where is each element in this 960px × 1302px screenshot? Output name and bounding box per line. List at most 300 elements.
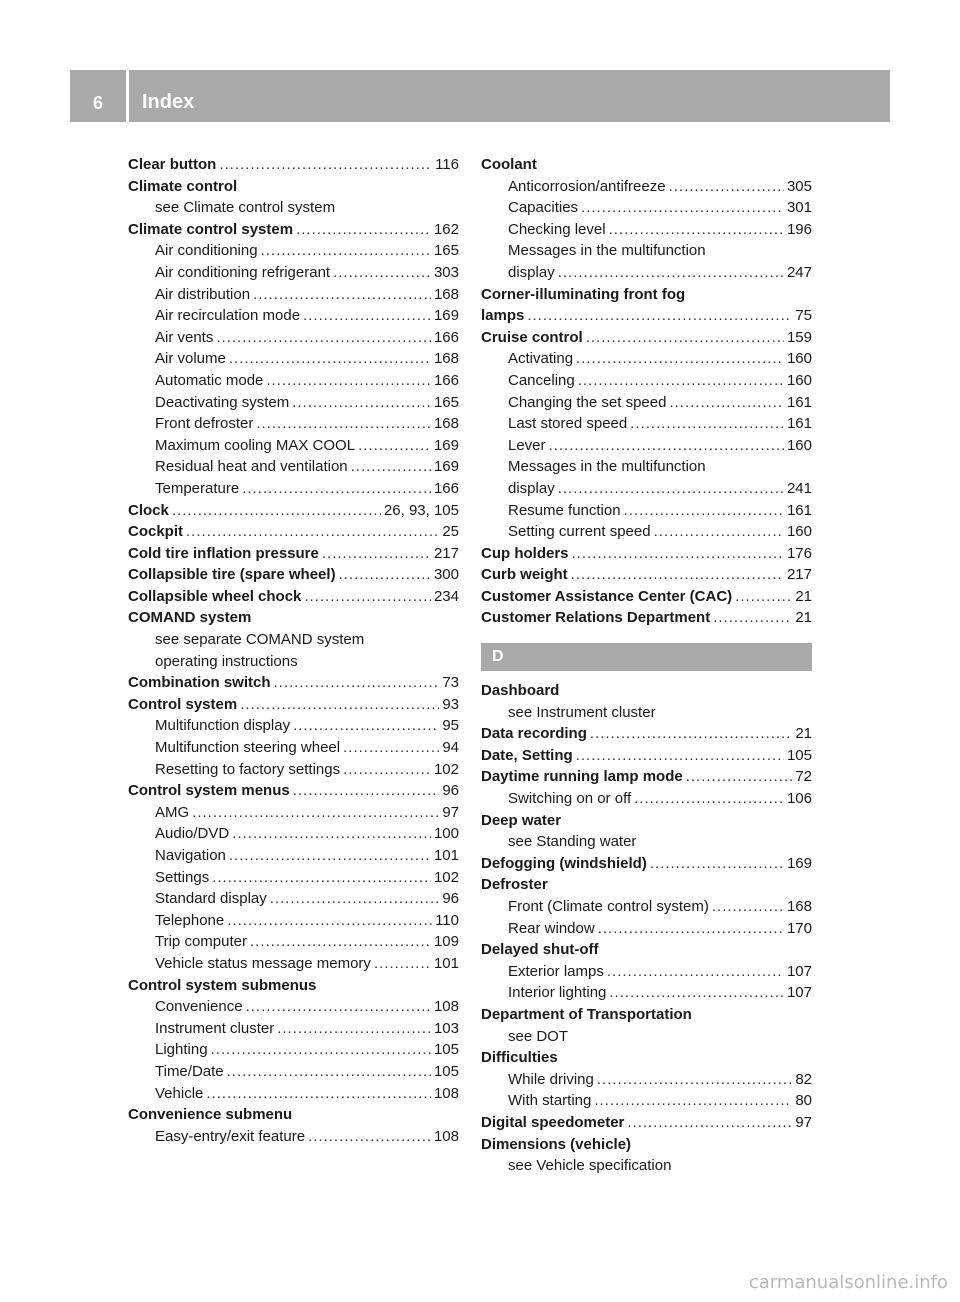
page-reference[interactable]: 300 [433, 566, 459, 584]
entry-term: Defogging (windshield) [481, 854, 647, 872]
dot-leader [266, 370, 431, 392]
entry-term: Front defroster [155, 415, 254, 433]
index-subentry [128, 327, 459, 349]
page-reference[interactable]: 303 [433, 263, 459, 281]
dot-leader [686, 766, 793, 788]
page-reference[interactable]: 169 [433, 458, 459, 476]
index-subentry [128, 845, 459, 867]
dot-leader [650, 853, 784, 875]
page-number: 6 [92, 93, 103, 113]
page-reference[interactable]: 241 [786, 479, 812, 497]
index-subentry [481, 262, 812, 284]
index-subentry [128, 348, 459, 370]
dot-leader [590, 723, 792, 745]
index-subentry [128, 910, 459, 932]
page-reference[interactable]: 95 [442, 717, 459, 735]
index-subentry [128, 802, 459, 824]
page-reference[interactable]: 97 [442, 803, 459, 821]
index-entry [481, 154, 812, 176]
dot-leader [572, 543, 784, 565]
entry-term: Multifunction display [155, 717, 291, 735]
entry-term: Automatic mode [155, 371, 264, 389]
page-reference[interactable]: 75 [795, 307, 812, 325]
dot-leader [172, 500, 381, 522]
index-subentry [128, 1126, 459, 1148]
dot-leader [322, 543, 431, 565]
index-entry [481, 1047, 812, 1069]
index-entry [481, 305, 812, 327]
entry-term: Deep water [481, 811, 562, 829]
entry-term: AMG [155, 803, 190, 821]
dot-leader [597, 1069, 792, 1091]
index-subentry [128, 370, 459, 392]
dot-leader [270, 888, 440, 910]
entry-term: Date, Setting [481, 746, 573, 764]
dot-leader [242, 478, 431, 500]
index-entry [481, 564, 812, 586]
dot-leader [216, 327, 431, 349]
entry-term: Air volume [155, 350, 226, 368]
page-reference[interactable]: 196 [786, 220, 812, 238]
page-reference[interactable]: 160 [786, 523, 812, 541]
dot-leader [343, 759, 431, 781]
dot-leader [712, 896, 784, 918]
index-entry [481, 853, 812, 875]
index-subentry [481, 240, 812, 262]
dot-leader [227, 1061, 431, 1083]
entry-term: Resume function [508, 501, 621, 519]
page-reference[interactable]: 100 [433, 825, 459, 843]
page-reference[interactable]: 305 [786, 177, 812, 195]
entry-term: see separate COMAND system [155, 631, 365, 649]
page-reference[interactable]: 217 [786, 566, 812, 584]
page-reference[interactable]: 217 [433, 544, 459, 562]
page-reference[interactable]: 162 [433, 220, 459, 238]
page-reference[interactable]: 161 [786, 415, 812, 433]
dot-leader [256, 413, 431, 435]
page-reference[interactable]: 234 [433, 587, 459, 605]
entry-term: Customer Relations Department [481, 609, 711, 627]
index-subentry [128, 953, 459, 975]
page-reference[interactable]: 108 [433, 998, 459, 1016]
page-reference[interactable]: 166 [433, 371, 459, 389]
dot-leader [293, 780, 440, 802]
dot-leader [598, 918, 784, 940]
index-subentry [481, 348, 812, 370]
dot-leader [253, 284, 431, 306]
index-subentry [128, 888, 459, 910]
entry-term: Residual heat and ventilation [155, 458, 348, 476]
dot-leader [627, 1112, 792, 1134]
page-reference[interactable]: 108 [433, 1084, 459, 1102]
page-reference[interactable]: 160 [786, 436, 812, 454]
entry-term: Telephone [155, 911, 225, 929]
entry-term: Navigation [155, 847, 226, 864]
entry-term: Cold tire inflation pressure [128, 544, 319, 562]
page-reference[interactable]: 176 [786, 544, 812, 562]
index-subentry [481, 1090, 812, 1112]
dot-leader [229, 845, 431, 867]
entry-term: Digital speedometer [481, 1113, 625, 1131]
entry-term: Data recording [481, 725, 587, 743]
index-entry [481, 723, 812, 745]
entry-term: Control system submenus [128, 976, 317, 994]
index-entry [481, 1134, 812, 1156]
index-subentry [481, 197, 812, 219]
entry-term: lamps [481, 307, 525, 325]
entry-term: Trip computer [155, 933, 247, 951]
index-subentry [481, 961, 812, 983]
page-reference[interactable]: 105 [786, 746, 812, 764]
index-subentry [481, 918, 812, 940]
entry-term: Resetting to factory settings [155, 760, 341, 778]
entry-term: Cup holders [481, 544, 569, 562]
entry-term: Changing the set speed [508, 393, 667, 411]
page-reference[interactable]: 169 [786, 854, 812, 872]
index-entry [481, 586, 812, 608]
entry-term: Audio/DVD [155, 825, 230, 843]
dot-leader [654, 521, 784, 543]
page-reference[interactable]: 168 [786, 898, 812, 915]
entry-term: Interior lighting [508, 984, 607, 1002]
index-entry [128, 586, 459, 608]
page-reference[interactable]: 94 [442, 739, 459, 757]
entry-term: Maximum cooling MAX COOL [155, 436, 356, 454]
entry-term: operating instructions [155, 652, 298, 670]
index-column-right [481, 154, 812, 1177]
entry-term: Time/Date [155, 1062, 224, 1080]
dot-leader [206, 1083, 431, 1105]
page-reference[interactable]: 168 [433, 350, 459, 368]
index-subentry [128, 262, 459, 284]
page-reference[interactable]: 21 [795, 587, 812, 605]
index-entry [128, 607, 459, 629]
entry-term: Air vents [155, 328, 214, 346]
index-entry [481, 874, 812, 896]
index-subentry [128, 305, 459, 327]
index-subentry [128, 1018, 459, 1040]
entry-term: Cockpit [128, 523, 184, 541]
index-entry [128, 564, 459, 586]
page-reference[interactable]: 161 [786, 501, 812, 519]
entry-term: Capacities [508, 199, 579, 217]
index-subentry [128, 867, 459, 889]
entry-term: Control system [128, 695, 238, 713]
dot-leader [624, 500, 784, 522]
index-entry [481, 543, 812, 565]
entry-term: Convenience submenu [128, 1106, 293, 1124]
dot-leader [609, 982, 784, 1004]
index-entry [128, 176, 459, 198]
page-reference[interactable]: 93 [442, 695, 459, 713]
entry-term: see Climate control system [155, 199, 336, 217]
entry-term: Curb weight [481, 566, 568, 584]
page-reference[interactable]: 110 [435, 911, 459, 929]
index-entry [128, 543, 459, 565]
page-reference[interactable]: 26, 93, 105 [383, 501, 459, 519]
index-entry [128, 500, 459, 522]
dot-leader [713, 607, 792, 629]
dot-leader [527, 305, 792, 327]
page-reference[interactable]: 116 [435, 156, 459, 173]
entry-term: Lighting [155, 1041, 208, 1059]
index-subentry [481, 1069, 812, 1091]
page-reference[interactable]: 82 [795, 1070, 812, 1088]
entry-term: display [508, 479, 555, 497]
index-subentry [481, 896, 812, 918]
dot-leader [571, 564, 784, 586]
page-reference[interactable]: 165 [433, 242, 459, 260]
dot-leader [576, 745, 784, 767]
index-subentry [128, 1039, 459, 1061]
entry-term: Anticorrosion/antifreeze [508, 177, 666, 195]
index-column-left [128, 154, 459, 1147]
index-subentry [481, 456, 812, 478]
index-subentry [128, 413, 459, 435]
index-subentry [481, 982, 812, 1004]
entry-term: Collapsible wheel chock [128, 587, 302, 605]
dot-leader [308, 1126, 431, 1148]
page-reference[interactable]: 96 [442, 890, 459, 908]
index-subentry [128, 715, 459, 737]
page-reference[interactable]: 161 [786, 393, 812, 411]
entry-term: see Instrument cluster [508, 703, 656, 721]
page-reference[interactable]: 169 [433, 436, 459, 454]
entry-term: Exterior lamps [508, 962, 604, 980]
page-reference[interactable]: 25 [442, 523, 459, 541]
page-reference[interactable]: 101 [433, 954, 459, 972]
entry-term: Defroster [481, 876, 548, 894]
page-reference[interactable]: 108 [433, 1127, 459, 1145]
entry-term: Last stored speed [508, 415, 628, 433]
index-entry [481, 939, 812, 961]
index-subentry [128, 931, 459, 953]
page-reference[interactable]: 21 [795, 725, 812, 743]
page-reference[interactable]: 107 [786, 984, 812, 1002]
entry-term: Vehicle status message memory [155, 954, 371, 972]
dot-leader [274, 672, 440, 694]
dot-leader [240, 694, 439, 716]
index-entry [128, 672, 459, 694]
entry-term: Climate control system [128, 220, 294, 238]
entry-term: With starting [508, 1092, 592, 1110]
header-divider [126, 70, 129, 122]
index-entry [128, 521, 459, 543]
entry-term: Checking level [508, 220, 606, 238]
page-reference[interactable]: 165 [433, 393, 459, 411]
entry-term: Delayed shut-off [481, 941, 599, 959]
entry-term: Settings [155, 868, 210, 886]
dot-leader [277, 1018, 431, 1040]
page-reference[interactable]: 80 [795, 1092, 812, 1110]
dot-leader [232, 823, 431, 845]
dot-leader [303, 305, 431, 327]
index-subentry [128, 651, 459, 673]
index-subentry [128, 240, 459, 262]
entry-term: Multifunction steering wheel [155, 739, 341, 757]
dot-leader [192, 802, 439, 824]
page-reference[interactable]: 168 [433, 285, 459, 303]
entry-term: Switching on or off [508, 790, 632, 808]
entry-term: Air recirculation mode [155, 307, 301, 325]
index-subentry [481, 500, 812, 522]
entry-term: Convenience [155, 998, 243, 1016]
index-entry [481, 327, 812, 349]
entry-term: Climate control [128, 177, 238, 195]
index-subentry [128, 197, 459, 219]
index-entry [128, 219, 459, 241]
index-subentry [481, 370, 812, 392]
dot-leader [261, 240, 431, 262]
index-subentry [128, 392, 459, 414]
index-subentry [481, 176, 812, 198]
page-reference[interactable]: 106 [786, 790, 812, 808]
dot-leader [581, 197, 784, 219]
page-reference[interactable]: 21 [795, 609, 812, 627]
page-reference[interactable]: 169 [433, 307, 459, 325]
page-reference[interactable]: 160 [786, 350, 812, 368]
entry-term: display [508, 263, 555, 281]
entry-term: Air distribution [155, 285, 251, 303]
entry-term: Clear button [128, 156, 217, 173]
page-header [70, 70, 890, 122]
dot-leader [304, 586, 431, 608]
dot-leader [594, 1090, 792, 1112]
page-reference[interactable]: 159 [786, 328, 812, 346]
dot-leader [246, 996, 431, 1018]
entry-term: Front (Climate control system) [508, 898, 709, 915]
page-reference[interactable]: 103 [433, 1019, 459, 1037]
dot-leader [549, 435, 784, 457]
index-subentry [481, 435, 812, 457]
page-reference[interactable]: 102 [433, 868, 459, 886]
index-entry [128, 780, 459, 802]
dot-leader [333, 262, 431, 284]
entry-term: Messages in the multifunction [508, 242, 706, 260]
index-subentry [481, 478, 812, 500]
page-reference[interactable]: 102 [433, 760, 459, 778]
dot-leader [576, 348, 784, 370]
index-entry [481, 766, 812, 788]
page-reference[interactable]: 72 [795, 768, 812, 786]
index-entry [481, 745, 812, 767]
entry-term: Messages in the multifunction [508, 458, 706, 476]
entry-term: Deactivating system [155, 393, 290, 411]
entry-term: While driving [508, 1070, 594, 1088]
entry-term: Combination switch [128, 674, 271, 692]
dot-leader [630, 413, 784, 435]
section-header-d: D [481, 643, 812, 671]
dot-leader [735, 586, 792, 608]
dot-leader [578, 370, 784, 392]
index-subentry [128, 629, 459, 651]
index-subentry [481, 1026, 812, 1048]
index-subentry [481, 219, 812, 241]
entry-term: Setting current speed [508, 523, 651, 541]
entry-term: Rear window [508, 919, 595, 937]
index-entry [128, 975, 459, 997]
page-reference[interactable]: 109 [433, 933, 459, 951]
dot-leader [211, 1039, 431, 1061]
index-entry [481, 1112, 812, 1134]
index-section-d [481, 680, 812, 1177]
entry-term: Dimensions (vehicle) [481, 1135, 632, 1153]
page-reference[interactable]: 105 [433, 1062, 459, 1080]
entry-term: Coolant [481, 156, 537, 173]
page-reference[interactable]: 160 [786, 371, 812, 389]
dot-leader [293, 715, 439, 737]
index-subentry [481, 413, 812, 435]
entry-term: Customer Assistance Center (CAC) [481, 587, 733, 605]
index-entry [128, 694, 459, 716]
index-subentry [128, 435, 459, 457]
dot-leader [227, 910, 432, 932]
entry-term: Easy-entry/exit feature [155, 1127, 306, 1145]
dot-leader [296, 219, 431, 241]
page-reference[interactable]: 166 [433, 328, 459, 346]
index-entry [481, 810, 812, 832]
index-subentry [481, 1155, 812, 1177]
page-reference[interactable]: 301 [786, 199, 812, 217]
index-entry [481, 680, 812, 702]
index-subentry [481, 788, 812, 810]
dot-leader [186, 521, 439, 543]
entry-term: Daytime running lamp mode [481, 768, 683, 786]
page-reference[interactable]: 96 [442, 782, 459, 800]
index-entry [481, 1004, 812, 1026]
dot-leader [212, 867, 431, 889]
page-reference[interactable]: 105 [433, 1041, 459, 1059]
dot-leader [634, 788, 784, 810]
page-reference[interactable]: 107 [786, 962, 812, 980]
dot-leader [669, 176, 784, 198]
dot-leader [219, 154, 432, 176]
page-reference[interactable]: 166 [433, 479, 459, 497]
entry-term: see Vehicle specification [508, 1157, 672, 1175]
dot-leader [586, 327, 784, 349]
entry-term: see Standing water [508, 833, 637, 851]
page-title: Index [142, 91, 195, 113]
entry-term: Canceling [508, 371, 575, 389]
index-subentry [128, 284, 459, 306]
entry-term: Collapsible tire (spare wheel) [128, 566, 336, 584]
index-subentry [481, 831, 812, 853]
page-reference[interactable]: 170 [786, 919, 812, 937]
page-reference[interactable]: 73 [442, 674, 459, 692]
dot-leader [558, 262, 784, 284]
entry-term: Corner-illuminating front fog [481, 285, 686, 303]
entry-term: Air conditioning refrigerant [155, 263, 331, 281]
entry-term: Dashboard [481, 682, 560, 700]
page-reference[interactable]: 247 [786, 263, 812, 281]
page-reference[interactable]: 168 [433, 415, 459, 433]
index-entry [481, 284, 812, 306]
index-subentry [481, 702, 812, 724]
watermark: carmanualsonline.info [748, 1272, 948, 1293]
dot-leader [250, 931, 431, 953]
page-reference[interactable]: 97 [795, 1113, 812, 1131]
index-subentry [128, 456, 459, 478]
index-entry [128, 1104, 459, 1126]
dot-leader [292, 392, 431, 414]
dot-leader [374, 953, 431, 975]
dot-leader [351, 456, 431, 478]
index-section-c [481, 154, 812, 629]
index-subentry [128, 1083, 459, 1105]
index-subentry [128, 996, 459, 1018]
index-entry [128, 154, 459, 176]
page-reference[interactable]: 101 [433, 847, 459, 864]
